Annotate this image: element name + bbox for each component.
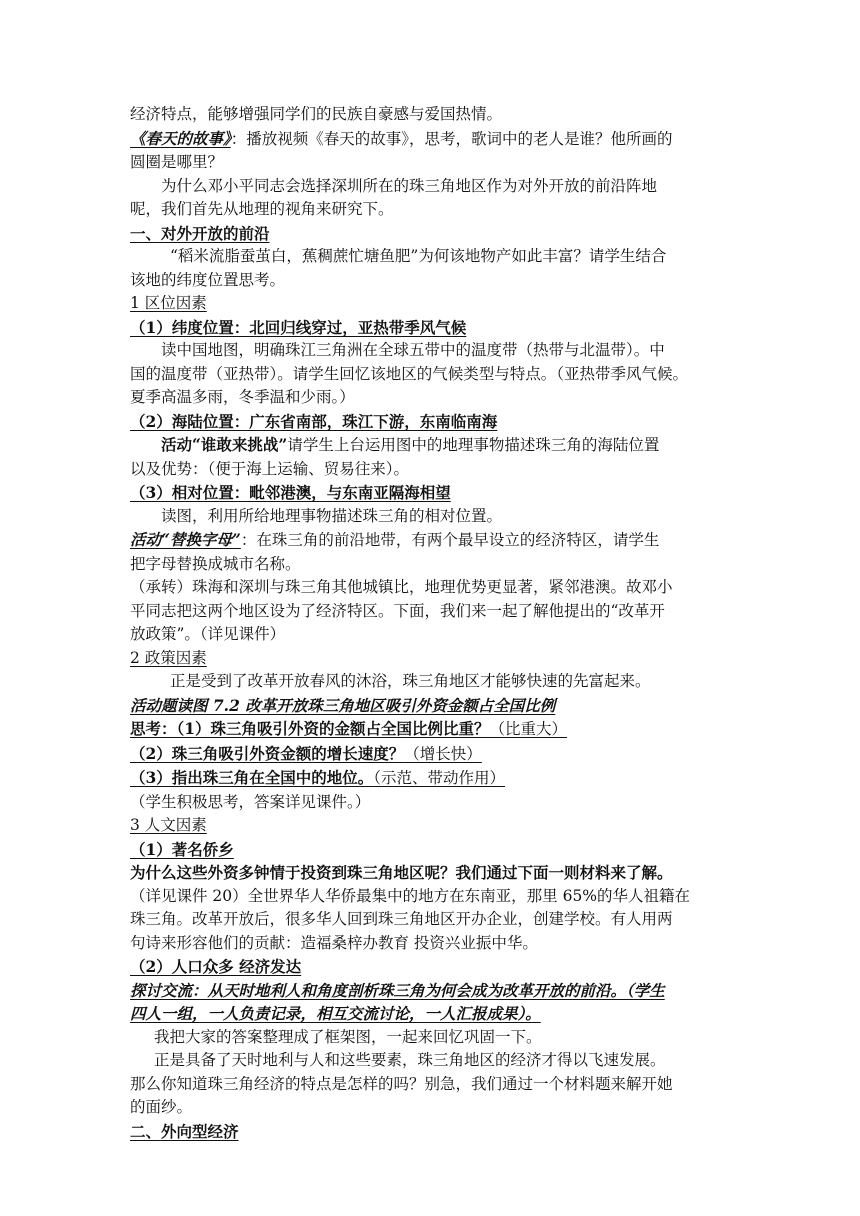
text-line: 平同志把这两个地区设为了经济特区。下面，我们来一起了解他提出的“改革开	[130, 601, 665, 620]
text-line: 放政策”。（详见课件）	[130, 625, 286, 643]
section-heading: 一、对外开放的前沿	[130, 223, 270, 243]
text-line: 圆圈是哪里？	[130, 153, 224, 171]
text-line: 经济特点，能够增强同学们的民族自豪感与爱国热情。	[130, 105, 503, 123]
subsection-heading: 2 政策因素	[130, 648, 207, 667]
text-line: “稻米流脂蚕茧白，蕉稠蔗忙塘鱼肥”为何该地物产如此丰富？请学生结合	[170, 247, 667, 265]
section-heading: 二、外向型经济	[130, 1121, 239, 1141]
text-line: 读图，利用所给地理事物描述珠三角的相对位置。	[161, 506, 503, 525]
question-line: （3）指出珠三角在全国中的地位。（示范、带动作用）	[130, 768, 506, 787]
text-line: 夏季高温多雨，冬季温和少雨。）	[130, 388, 355, 406]
text-line: 国的温度带（亚热带）。请学生回忆该地区的气候类型与特点。（亚热带季风气候。	[130, 364, 689, 383]
text-line: 那么你知道珠三角经济的特点是怎样的吗？别急，我们通过一个材料题来解开她	[130, 1074, 673, 1093]
text-line: （学生积极思考，答案详见课件。）	[130, 792, 371, 811]
text-line: 该地的纬度位置思考。	[130, 270, 286, 289]
point-heading: （2）人口众多 经济发达	[130, 957, 302, 976]
text-line: 句诗来形容他们的贡献：造福桑梓办教育 投资兴业振中华。	[130, 933, 538, 952]
text-line: 《春天的故事》：播放视频《春天的故事》，思考，歌词中的老人是谁？他所画的	[130, 128, 673, 148]
document-body	[130, 103, 735, 1143]
activity-title: 活动题读图 7.2 改革开放珠三角地区吸引外资金额占全国比例	[130, 695, 556, 715]
text-line: 活动“谁敢来挑战”请学生上台运用图中的地理事物描述珠三角的海陆位置	[161, 435, 660, 454]
text-line: 活动“替换字母”：在珠三角的前沿地带，有两个最早设立的经济特区，请学生	[130, 530, 660, 549]
point-heading: （3）相对位置：毗邻港澳，与东南亚隔海相望	[130, 483, 451, 502]
point-heading: （1）著名侨乡	[130, 839, 234, 859]
text-line: 把字母替换成城市名称。	[130, 554, 301, 573]
subsection-heading: 1 区位因素	[130, 294, 207, 312]
text-line: 正是具备了天时地利与人和这些要素，珠三角地区的经济才得以飞速发展。	[154, 1051, 666, 1069]
text-line: 正是受到了改革开放春风的沐浴，珠三角地区才能够快速的先富起来。	[170, 672, 651, 690]
text-line: 为什么这些外资多钟情于投资到珠三角地区呢？我们通过下面一则材料来了解。	[130, 863, 673, 882]
text-line: 我把大家的答案整理成了框架图，一起来回忆巩固一下。	[154, 1027, 542, 1046]
activity-title: 活动“替换字母”	[130, 530, 241, 549]
activity-title: 《春天的故事》	[130, 128, 231, 148]
text-line: 为什么邓小平同志会选择深圳所在的珠三角地区作为对外开放的前沿阵地	[161, 176, 658, 195]
text-line: （详见课件 20）全世界华人华侨最集中的地方在东南亚，那里 65%的华人祖籍在	[130, 886, 691, 905]
question-line: （2）珠三角吸引外资金额的增长速度？（增长快）	[130, 743, 482, 763]
text-line: 珠三角。改革开放后，很多华人回到珠三角地区开办企业，创建学校。有人用两	[130, 910, 673, 928]
text-line: （承转）珠海和深圳与珠三角其他城镇比，地理优势更显著，紧邻港澳。故邓小	[130, 578, 673, 596]
activity-title: 活动“谁敢来挑战”	[161, 435, 288, 454]
text-line: 以及优势：（便于海上运输、贸易往来）。	[130, 459, 410, 478]
text-line: 读中国地图，明确珠江三角洲在全球五带中的温度带（热带与北温带）。中	[161, 341, 665, 359]
text-line: 的面纱。	[130, 1098, 193, 1116]
text-line: 呢，我们首先从地理的视角来研究下。	[130, 200, 394, 218]
activity-title: 探讨交流：从天时地利人和角度剖析珠三角为何会成为改革开放的前沿。（学生	[130, 980, 665, 1000]
point-heading: （1）纬度位置：北回归线穿过，亚热带季风气候	[130, 317, 467, 337]
activity-title: 四人一组，一人负责记录，相互交流讨论，一人汇报成果）。	[130, 1004, 541, 1023]
point-heading: （2）海陆位置：广东省南部，珠江下游，东南临南海	[130, 411, 498, 431]
subsection-heading: 3 人文因素	[130, 816, 207, 834]
question-line: 思考：（1）珠三角吸引外资的金额占全国比例比重？（比重大）	[130, 719, 568, 738]
